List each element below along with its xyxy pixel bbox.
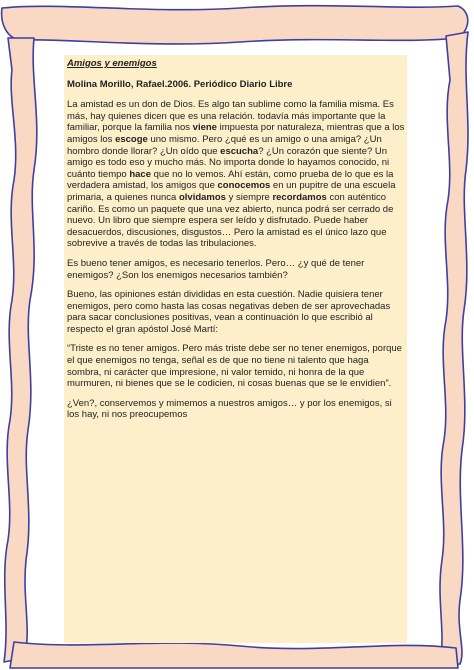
document-content [67,58,405,429]
bold-word: hace [129,168,151,180]
text-run: uno mismo. Pero ¿qué es un amigo o una amiga? ¿Un hombro donde llorar? ¿Un oído que [67,133,382,157]
document-title: Amigos y enemigos [67,58,157,69]
paragraph-5: ¿Ven?, conservemos y mimemos a nuestros amigos… y por los enemigos, si los hay, ni nos preocupemos [67,397,392,421]
text-run: con auténtico cariño. Es como un paquete que una vez abierto, nunca podrá ser cerrado de nuevo. Un libro que siempre espera ser leído y disfrutado. Puede haber desacuerdos, discusiones, disgustos… Pero la amistad es el único lazo que sobrevive a través de todas las tribulaciones. [67,191,394,250]
paragraph-1 [67,99,405,250]
paragraph-4-quote: “Triste es no tener amigos. Pero más triste debe ser no tener enemigos, porque el que enemigos no tenga, señal es de que no tiene ni talento que haga sombra, ni carácter que impresione, ni valor temido, ni honra de la que murmuren, ni bienes que se le codicien, ni cosas buenas que se le envidien”. [67,343,402,390]
bold-word: escoge [115,133,148,145]
scroll-right-edge [440,32,468,664]
text-run: que no lo vemos. Ahí están, como prueba de lo que es la verdadera amistad, los amigos que [67,168,394,192]
paragraph-2: Es bueno tener amigos, es necesario tenerlos. Pero… ¿y qué de tener enemigos? ¿Son los enemigos necesarios también? [67,257,365,281]
bold-word: conocemos [217,180,271,192]
text-run: y siempre [225,191,273,203]
paragraph-3: Bueno, las opiniones están divididas en esta cuestión. Nadie quisiera tener enemigos, pero como hasta las cosas negativas deben de ser aprovechadas para sacar conclusiones positivas, vean a continuación lo que escribió al respecto el gran apóstol José Martí: [67,289,391,335]
bold-word: viene [192,122,217,134]
text-run: impuesta por naturaleza, mientras que a los amigos los [67,122,405,145]
scroll-top-roll [2,6,468,44]
text-run: La amistad es un don de Dios. Es algo tan sublime como la familia misma. Es más, hay quienes dicen que es una relación. todavía más importante que la familiar, porque la familia nos [67,99,394,134]
document-source: Molina Morillo, Rafael.2006. Periódico Diario Libre [67,78,293,90]
scroll-bottom-edge [10,642,458,668]
text-run: ? ¿Un corazón que siente? Un amigo es todo eso y mucho más. No importa donde lo hayamos conocido, ni cuánto tiempo [67,145,390,180]
scroll-left-edge [4,38,37,662]
text-run: en un pupitre de una escuela primaria, a quienes nunca [67,180,396,203]
bold-word: escucha [220,145,259,157]
bold-word: recordamos [272,191,327,203]
bold-word: olvidamos [178,191,226,203]
